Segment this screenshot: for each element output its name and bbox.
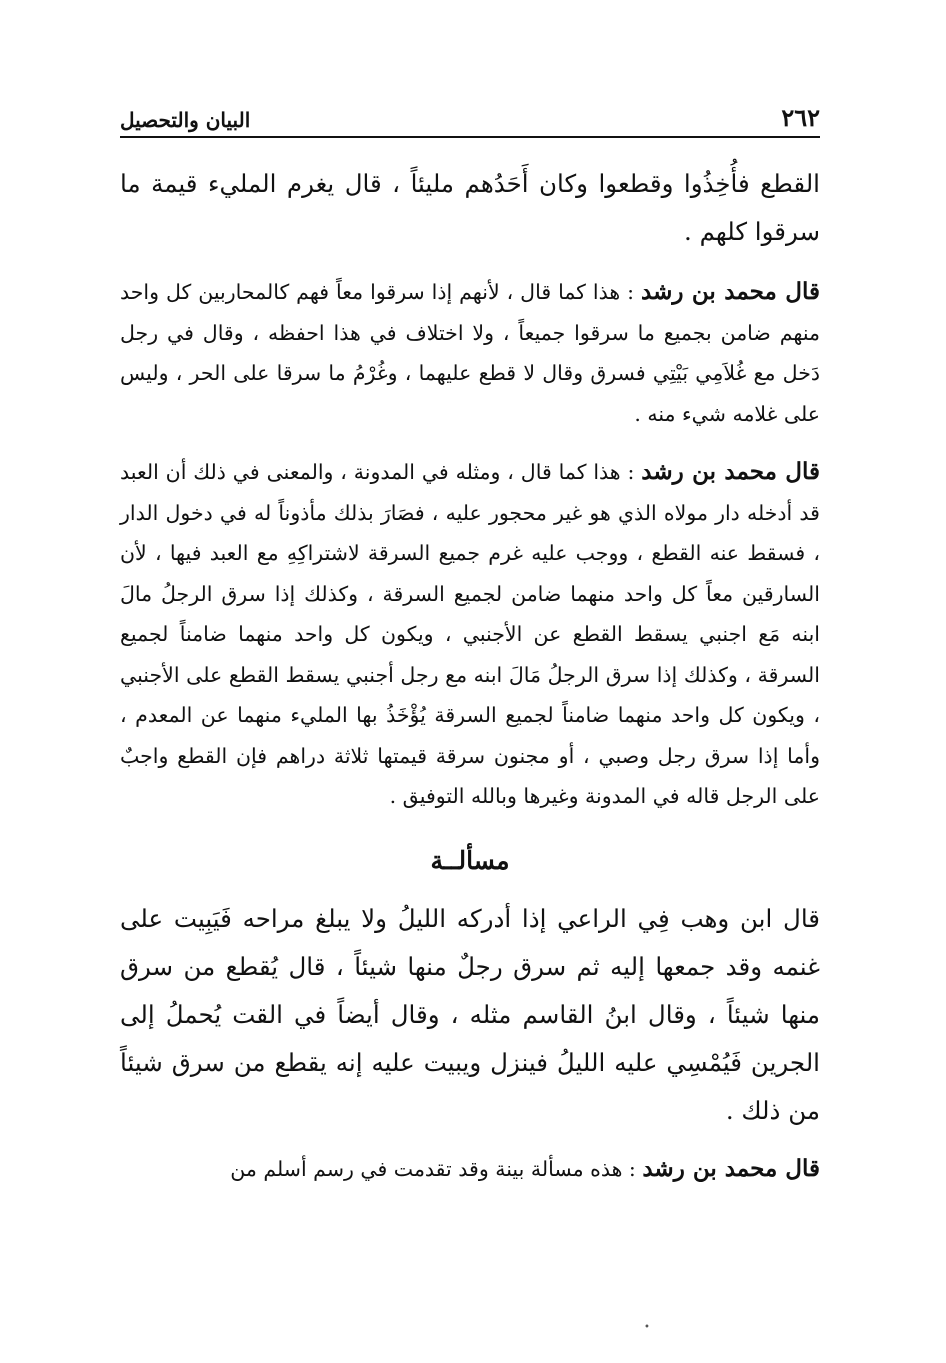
section-title: مسألــة — [430, 845, 510, 875]
speaker-label: قال محمد بن رشد — [641, 278, 820, 305]
closing-paragraph — [120, 1149, 820, 1190]
paragraph-3 — [120, 452, 820, 817]
paragraph-1 — [120, 160, 820, 256]
paragraph-2 — [120, 272, 820, 434]
page-number: ٢٦٢ — [781, 103, 820, 132]
paragraph-text: : هذه مسألة بينة وقد تقدمت في رسم أسلم من — [230, 1156, 643, 1181]
speaker-label: قال محمد بن رشد — [641, 458, 820, 485]
paragraph-text: قال ابن وهب فِي الراعي إذا أدركه الليلُ ولا يبلغ مراحه فَيَبِيت على غنمه وقد جمعها إليه ثم سرق رجلٌ منها شيئاً ، قال يُقطع من سرق منها شيئاً ، وقال ابنُ القاسم مثله ، وقال أيضاً في القت يُحملُ إلى الجرين فَيُمْسِي عليه الليلُ فينزل ويبيت عليه إنه يقطع من سرق شيئاً من ذلك . — [120, 903, 820, 1125]
section-paragraph — [120, 895, 820, 1135]
paragraph-text: القطع فأُخِذُوا وقطعوا وكان أَحَدُهم مليئاً ، قال يغرم المليء قيمة ما سرقوا كلهم . — [120, 169, 820, 246]
speaker-label: قال محمد بن رشد — [642, 1154, 820, 1182]
running-title: البيان والتحصيل — [120, 108, 251, 132]
page-body — [120, 160, 820, 1189]
paragraph-text: : هذا كما قال ، لأنهم إذا سرقوا معاً فهم كالمحاربين كل واحد منهم ضامن بجميع ما سرقوا جميعاً ، ولا اختلاف في هذا احفظه ، وقال في رجل دَخل مع غُلاَمِي بَيْتِي فسرق وقال لا قطع عليهما ، وغُرْمُ ما سرقا على الحر ، وليس على غلامه شيء منه . — [120, 280, 820, 426]
page-header — [120, 96, 820, 138]
paragraph-text: : هذا كما قال ، ومثله في المدونة ، والمعنى في ذلك أن العبد قد أدخله دار مولاه الذي هو غير محجور عليه ، فصَارَ بذلك مأذوناً له في دخول الدار ، فسقط عنه القطع ، ووجب عليه غرم جميع السرقة لاشتراكِهِ مع العبد فيها ، لأن السارقين معاً كل واحد منهما ضامن لجميع السرقة ، وكذلك إذا سرق الرجلُ مالَ ابنه مَع اجنبي يسقط القطع عن الأجنبي ، ويكون كل واحد منهما ضامناً لجميع السرقة ، وكذلك إذا سرق الرجلُ مَالَ ابنه مع رجل أجنبي يسقط القطع على الأجنبي ، ويكون كل واحد منهما ضامناً لجميع السرقة يُؤْخَذُ بها المليء منهما عن المعدم ، وأما إذا سرق رجل وصبي ، أو مجنون سرقة قيمتها ثلاثة دراهم فإن القطع واجبٌ على الرجل قاله في المدونة وغيرها وبالله التوفيق . — [120, 460, 820, 808]
scan-speck: • — [644, 1322, 650, 1333]
